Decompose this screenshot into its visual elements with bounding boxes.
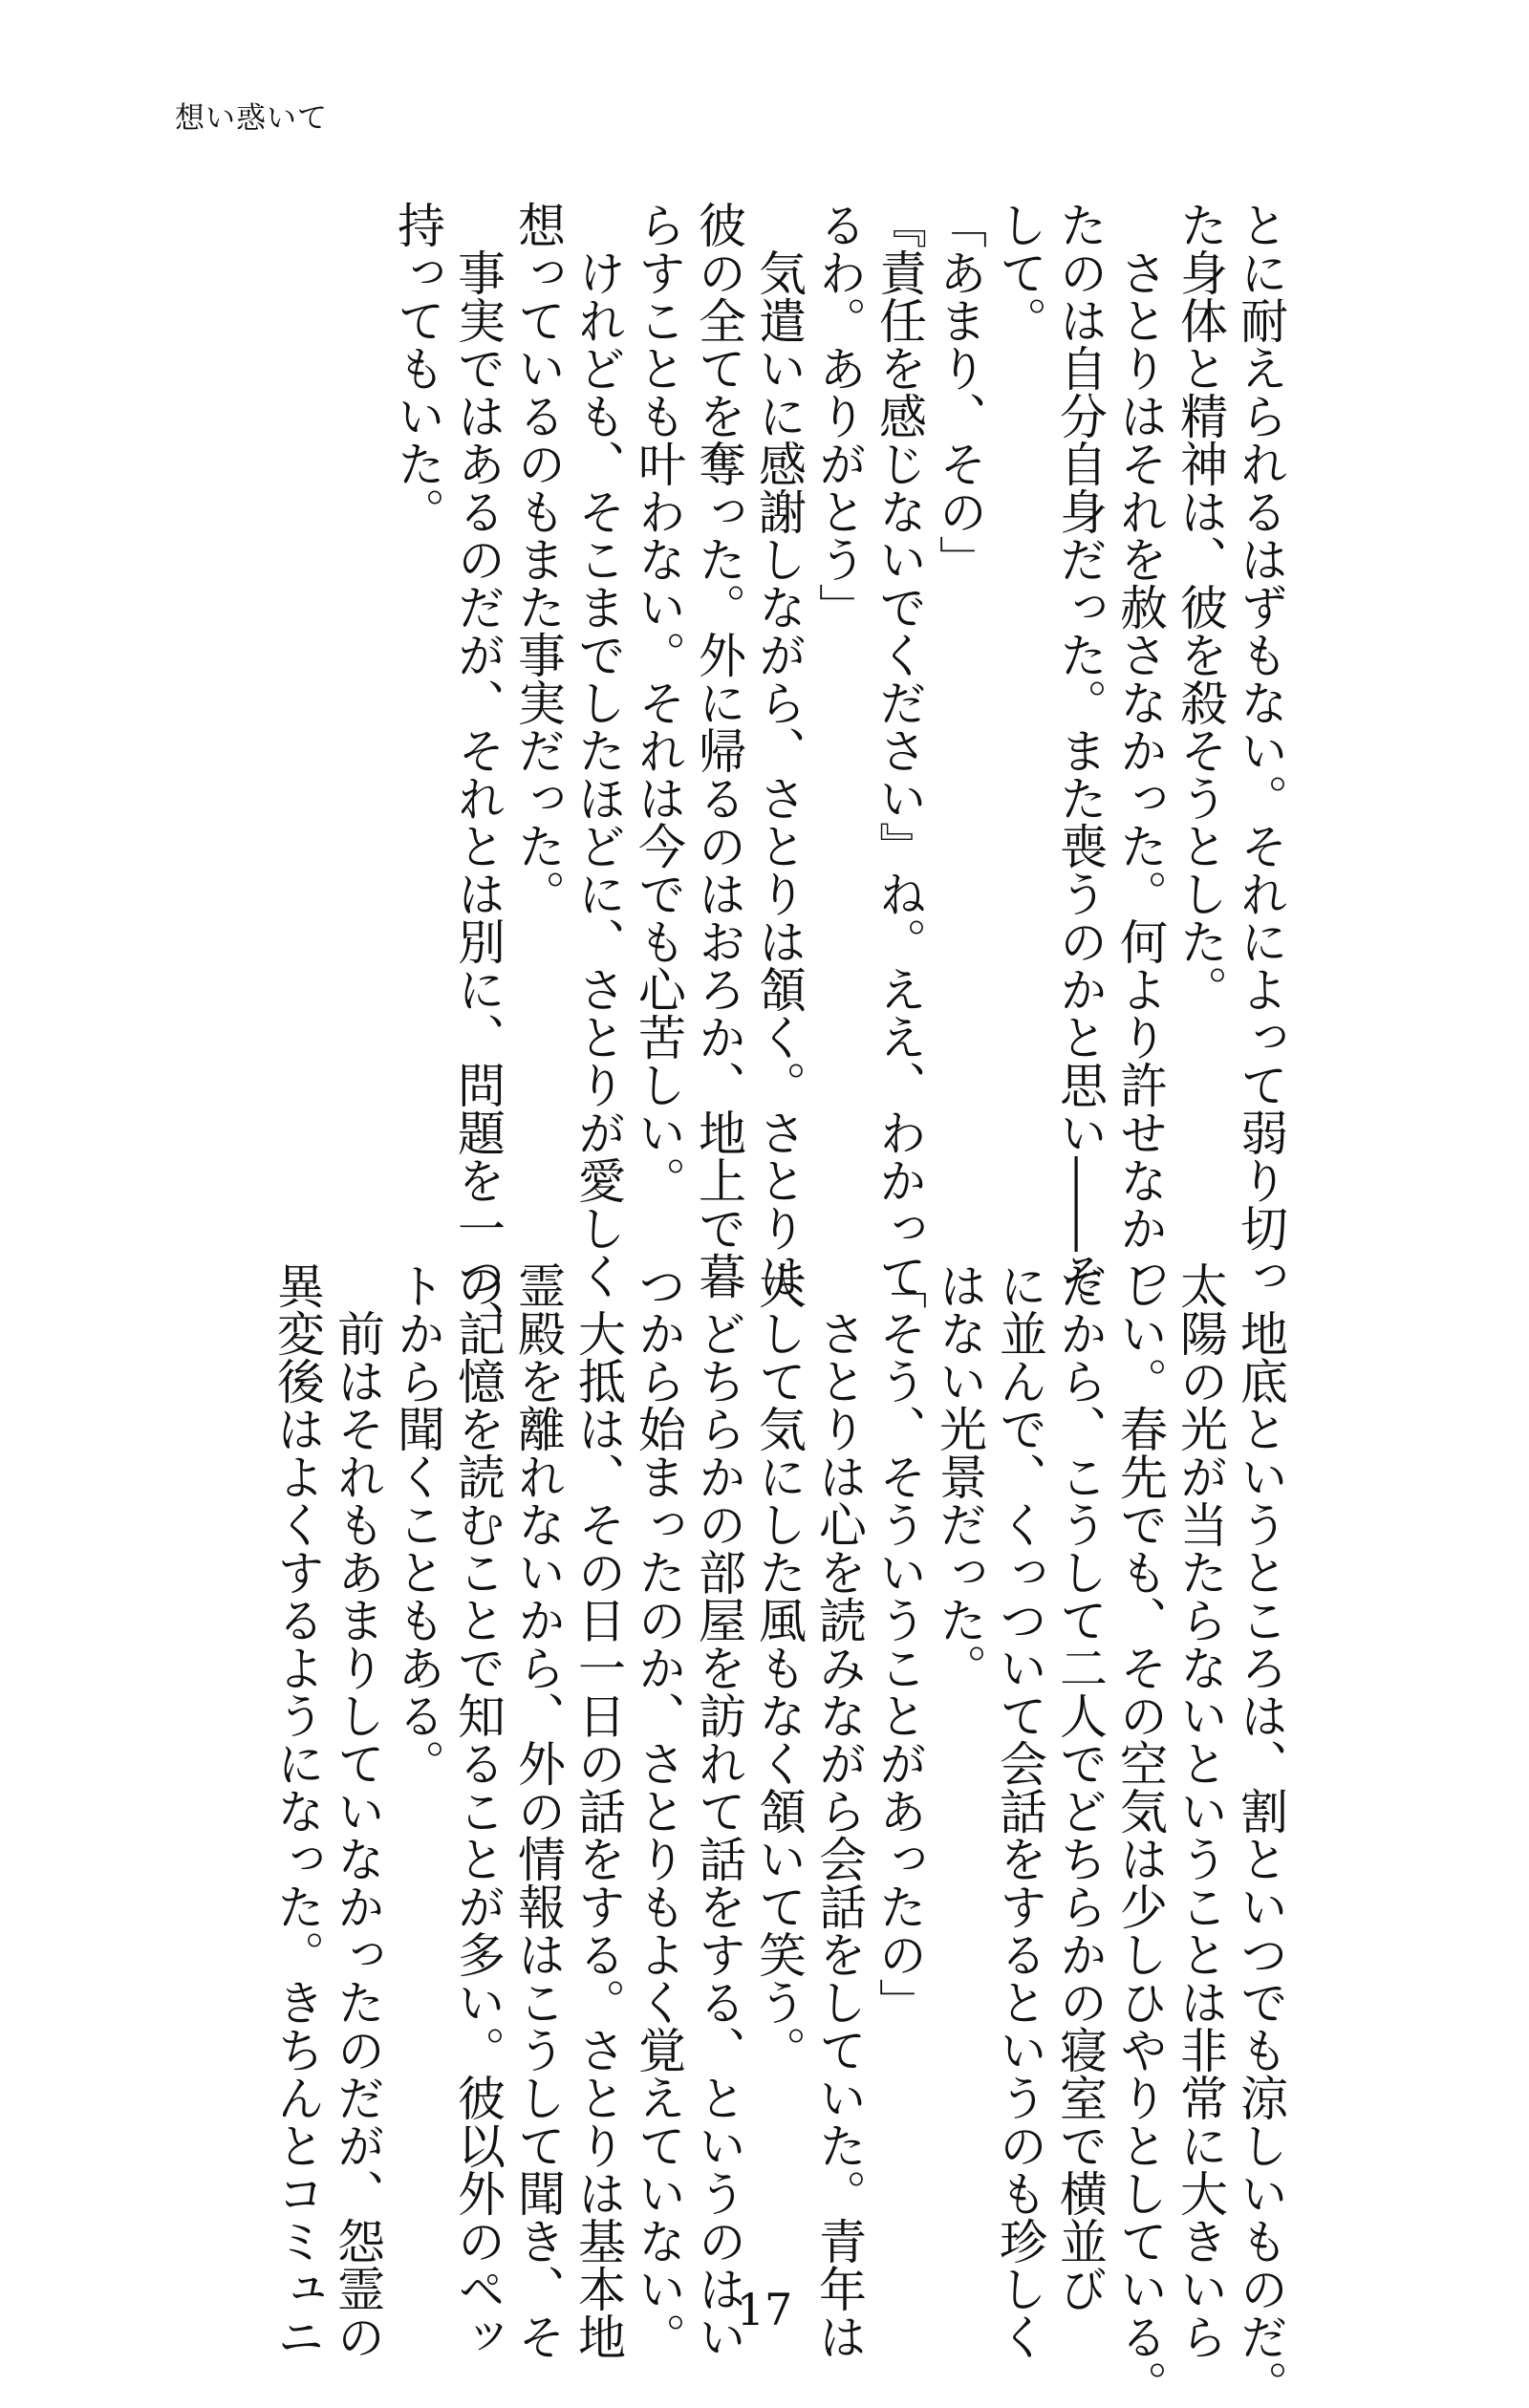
text-line: つから始まったのか、さとりもよく覚えていない。 <box>631 1261 686 2360</box>
text-line: の記憶を読むことで知ることが多い。彼以外のペッ <box>450 1261 506 2360</box>
text-line: とに耐えられるはずもない。それによって弱り切っ <box>1233 201 1288 1300</box>
text-line: 太陽の光が当たらないということは非常に大きいら <box>1173 1261 1228 2360</box>
text-line: らすことも叶わない。それは今でも心苦しい。 <box>631 201 686 1204</box>
text-line: だから、こうして二人でどちらかの寝室で横並び <box>1052 1261 1108 2312</box>
running-title: 想い惑いて <box>175 101 328 136</box>
text-line: 地底というところは、割といつでも涼しいものだ。 <box>1233 1261 1288 2408</box>
text-line: 想っているのもまた事実だった。 <box>510 201 566 917</box>
text-line: しい。春先でも、その空気は少しひやりとしている。 <box>1112 1261 1168 2408</box>
text-line: 大抵は、その日一日の話をする。さとりは基本地 <box>571 1261 626 2360</box>
text-line: 気遣いに感謝しながら、さとりは頷く。さとりは <box>751 201 807 1300</box>
text-line: して。 <box>992 201 1047 344</box>
text-block-upper <box>182 201 1290 1347</box>
text-line: トから聞くこともある。 <box>390 1261 445 1787</box>
text-line: 「そう、そういうことがあったの」 <box>872 1261 927 2026</box>
text-line: どちらかの部屋を訪れて話をする、というのはい <box>691 1261 746 2360</box>
text-line: 彼の全てを奪った。外に帰るのはおろか、地上で暮 <box>691 201 746 1300</box>
text-line: 持ってもいた。 <box>390 201 445 535</box>
text-line: 霊殿を離れないから、外の情報はこうして聞き、そ <box>510 1261 566 2360</box>
text-line: 前はそれもあまりしていなかったのだが、怨霊の <box>330 1261 385 2360</box>
text-line: さとりはそれを赦さなかった。何より許せなかっ <box>1112 201 1168 1300</box>
text-line: に並んで、くっついて会話をするというのも珍しく <box>992 1261 1047 2360</box>
text-line: るわ。ありがとう」 <box>811 201 867 631</box>
page-number: 17 <box>736 2284 793 2335</box>
text-line: たのは自分自身だった。また喪うのかと思い――そ <box>1052 201 1108 1300</box>
text-line: 異変後はよくするようになった。きちんとコミュニ <box>269 1261 325 2360</box>
text-line: さとりは心を読みながら会話をしていた。青年は <box>811 1261 867 2360</box>
text-line: 「あまり、その」 <box>932 201 987 583</box>
text-line: 大して気にした風もなく頷いて笑う。 <box>751 1261 807 2074</box>
text-line: はない光景だった。 <box>932 1261 987 1691</box>
text-line: た身体と精神は、彼を殺そうとした。 <box>1173 201 1228 1013</box>
text-line: 『責任を感じないでください』ね。ええ、わかって <box>872 201 927 1300</box>
text-line: 事実ではあるのだが、それとは別に、問題を一つ、 <box>450 201 506 1347</box>
text-line: けれども、そこまでしたほどに、さとりが愛しく <box>571 201 626 1300</box>
